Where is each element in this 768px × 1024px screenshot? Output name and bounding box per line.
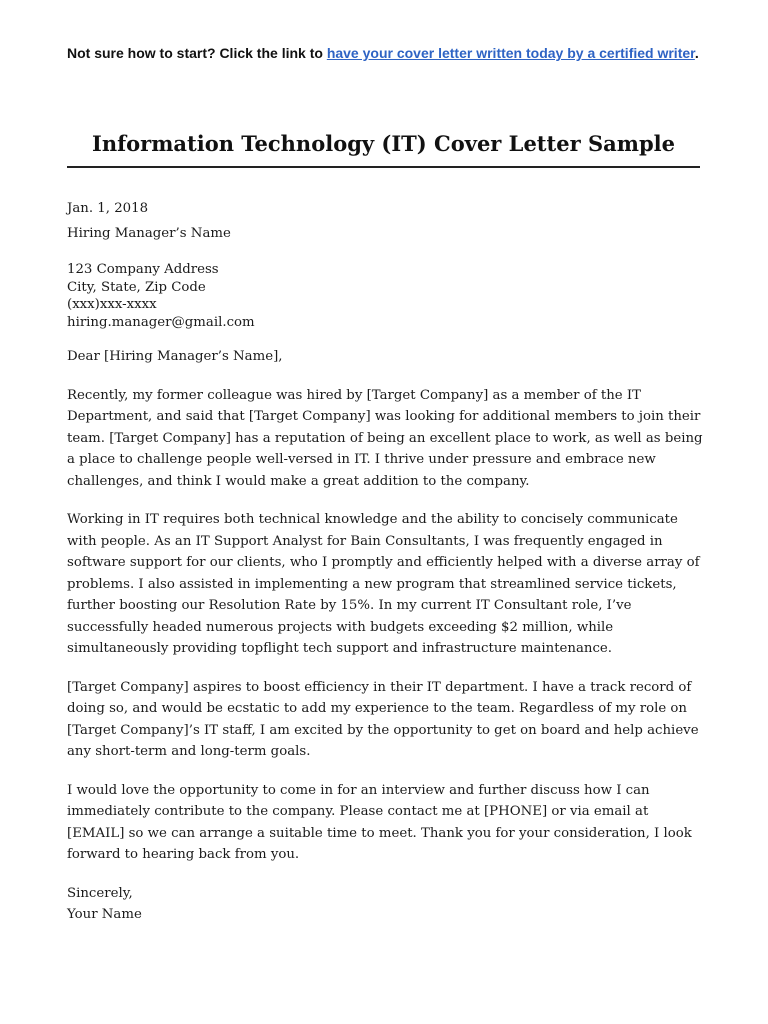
- notice-suffix: .: [694, 45, 699, 61]
- page-title: Information Technology (IT) Cover Letter Sample: [92, 131, 675, 156]
- certified-writer-link[interactable]: have your cover letter written today by a certified writer: [326, 45, 695, 61]
- salutation: Dear [Hiring Manager’s Name],: [67, 349, 283, 364]
- phone-number: (xxx)xxx-xxxx: [67, 297, 157, 312]
- recipient-name: Hiring Manager’s Name: [67, 225, 231, 241]
- body-paragraph: I would love the opportunity to come in for an interview and further discuss how I can immediately contribute to the company. Please contact me at [PHONE] or via email at [EMAIL] so we can arrange a suitable time to meet. Thank you for your consideration, I look forward to hearing back from you.: [67, 782, 692, 862]
- closing: Sincerely,: [67, 885, 133, 901]
- body-paragraph: [Target Company] aspires to boost efficiency in their IT department. I have a track record of doing so, and would be ecstatic to add my experience to the team. Regardless of my role on [Target Company]’s IT staff, I am excited by the opportunity to get on board and help achieve any short-term and long-term goals.: [67, 679, 699, 759]
- cover-letter-body: [67, 198, 707, 926]
- address-line: City, State, Zip Code: [67, 279, 206, 295]
- email-address: hiring.manager@gmail.com: [67, 314, 255, 330]
- signature: Your Name: [67, 907, 142, 922]
- notice-prefix: Not sure how to start? Click the link to: [67, 45, 327, 61]
- letter-date: Jan. 1, 2018: [67, 201, 149, 216]
- writer-notice: [67, 44, 707, 62]
- recipient-address: [67, 261, 707, 331]
- address-line: 123 Company Address: [67, 262, 219, 277]
- title-divider: [67, 166, 700, 168]
- body-paragraph: Working in IT requires both technical knowledge and the ability to concisely communicate with people. As an IT Support Analyst for Bain Consultants, I was frequently engaged in software support for our clients, who I promptly and efficiently helped with a diverse array of problems. I also assisted in implementing a new program that streamlined service tickets, further boosting our Resolution Rate by 15%. In my current IT Consultant role, I’ve successfully headed numerous projects with budgets exceeding $2 million, while simultaneously providing topflight tech support and infrastructure maintenance.: [67, 512, 700, 656]
- body-paragraph: Recently, my former colleague was hired by [Target Company] as a member of the IT Department, and said that [Target Company] was looking for additional members to join their team. [Target Company] has a reputation of being an excellent place to work, as well as being a place to challenge people well-versed in IT. I thrive under pressure and embrace new challenges, and think I would make a great addition to the company.: [67, 387, 703, 489]
